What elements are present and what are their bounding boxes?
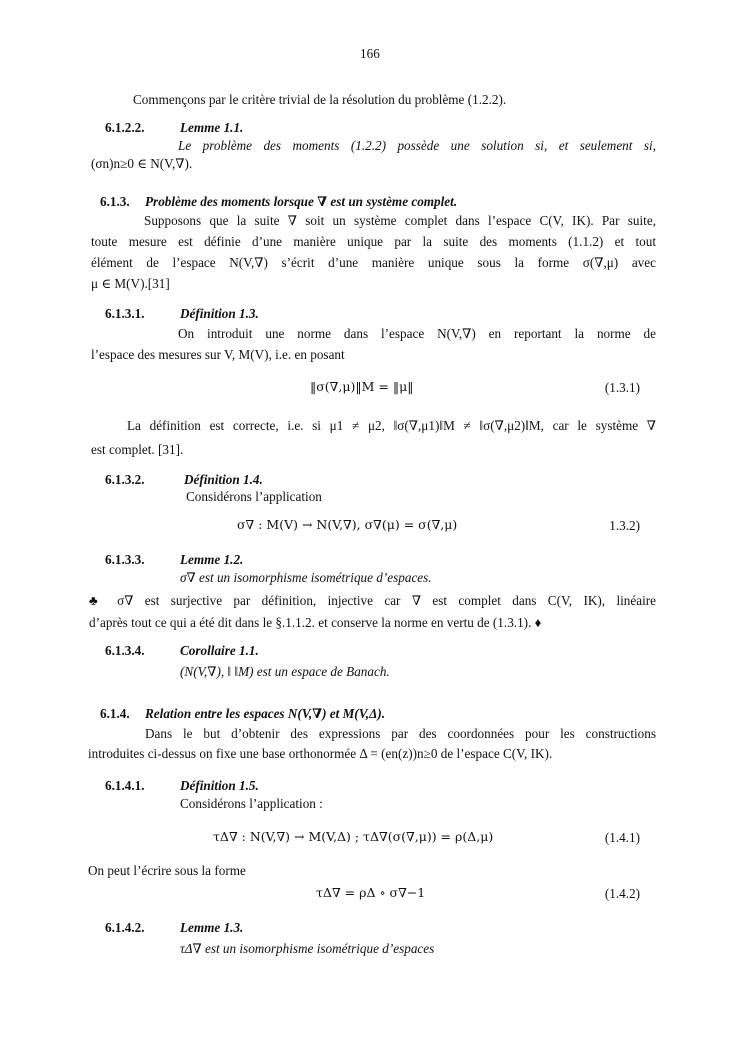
equation-number-1-4-2: (1.4.2) — [604, 886, 640, 901]
intro-sentence: Commençons par le critère trivial de la résolution du problème (1.2.2). — [133, 92, 507, 107]
lemme-1-1-line-1: Le problème des moments (1.2.2) possède une solution si, et seulement si, — [178, 138, 656, 153]
equation-1-3-2: σ∇ : M(V) → N(V,∇), σ∇(μ) = σ(∇,μ) — [237, 517, 458, 532]
lemme-1-1-line-2: (σn)n≥0 ∈ N(V,∇). — [91, 156, 193, 171]
heading-probleme-moments: Problème des moments lorsque ∇ est un système complet. — [145, 194, 458, 209]
s613-line-3: élément de l’espace N(V,∇) s’écrit d’une manière unique sous la forme σ(∇,μ) avec — [91, 255, 656, 270]
proof-line-1: ♣ σ∇ est surjective par définition, injective car ∇ est complet dans C(V, IK), linéaire — [89, 593, 656, 608]
s614-line-1: Dans le but d’obtenir des expressions par des coordonnées pour les constructions — [145, 726, 656, 741]
corollaire-1-1-statement: (N(V,∇), ‖ ‖M) est un espace de Banach. — [180, 664, 390, 679]
s613-line-2: toute mesure est définie d’une manière unique par la suite des moments (1.1.2) et tout — [91, 234, 656, 249]
lemme-1-2-statement: σ∇ est un isomorphisme isométrique d’espaces. — [180, 570, 432, 585]
equation-number-1-3-2: 1.3.2) — [609, 518, 640, 533]
s6141-line-1: Considérons l’application : — [180, 796, 323, 811]
section-number-6132: 6.1.3.2. — [105, 472, 145, 487]
heading-definition-1-3: Définition 1.3. — [180, 306, 259, 321]
s6131-line-1: On introduit une norme dans l’espace N(V,∇) en reportant la norme de — [178, 326, 656, 341]
s6131-after-line-1: La définition est correcte, i.e. si μ1 ≠ μ2, ‖σ(∇,μ1)‖M ≠ ‖σ(∇,μ2)‖M, car le système ∇ — [127, 418, 656, 433]
heading-relation-espaces: Relation entre les espaces N(V,∇) et M(V,Δ). — [145, 706, 386, 721]
equation-1-4-2: τΔ∇ = ρΔ ∘ σ∇−1 — [316, 885, 426, 900]
section-number-6142: 6.1.4.2. — [105, 920, 145, 935]
page-number: 166 — [360, 46, 380, 61]
lemme-1-3-statement: τΔ∇ est un isomorphisme isométrique d’espaces — [180, 941, 435, 956]
section-number-6141: 6.1.4.1. — [105, 778, 145, 793]
s6141-after: On peut l’écrire sous la forme — [88, 863, 246, 878]
s614-line-2: introduites ci-dessus on fixe une base orthonormée Δ = (en(z))n≥0 de l’espace C(V, IK). — [88, 746, 553, 761]
heading-definition-1-4: Définition 1.4. — [184, 472, 263, 487]
section-number-6122: 6.1.2.2. — [105, 120, 145, 135]
section-number-613: 6.1.3. — [100, 194, 130, 209]
s613-line-1: Supposons que la suite ∇ soit un système complet dans l’espace C(V, IK). Par suite, — [144, 213, 656, 228]
s6132-line-1: Considérons l’application — [186, 489, 322, 504]
heading-lemme-1-2: Lemme 1.2. — [180, 552, 244, 567]
section-number-6131: 6.1.3.1. — [105, 306, 145, 321]
equation-number-1-4-1: (1.4.1) — [604, 830, 640, 845]
proof-line-2: d’après tout ce qui a été dit dans le §.1.1.2. et conserve la norme en vertu de (1.3.1). ♦ — [89, 615, 542, 630]
section-number-614: 6.1.4. — [100, 706, 130, 721]
heading-corollaire-1-1: Corollaire 1.1. — [180, 643, 259, 658]
s6131-line-2: l’espace des mesures sur V, M(V), i.e. en posant — [91, 347, 345, 362]
heading-definition-1-5: Définition 1.5. — [180, 778, 259, 793]
equation-number-1-3-1: (1.3.1) — [604, 380, 640, 395]
s6131-after-line-2: est complet. [31]. — [91, 442, 184, 457]
s613-line-4: μ ∈ M(V).[31] — [91, 276, 170, 291]
section-number-6134: 6.1.3.4. — [105, 643, 145, 658]
heading-lemme-1-3: Lemme 1.3. — [180, 920, 244, 935]
equation-1-4-1: τΔ∇ : N(V,∇) → M(V,Δ) ; τΔ∇(σ(∇,μ)) = ρ(Δ,μ) — [213, 829, 494, 844]
heading-lemme-1-1: Lemme 1.1. — [180, 120, 244, 135]
section-number-6133: 6.1.3.3. — [105, 552, 145, 567]
equation-1-3-1: ‖σ(∇,μ)‖M = ‖μ‖ — [310, 379, 414, 394]
